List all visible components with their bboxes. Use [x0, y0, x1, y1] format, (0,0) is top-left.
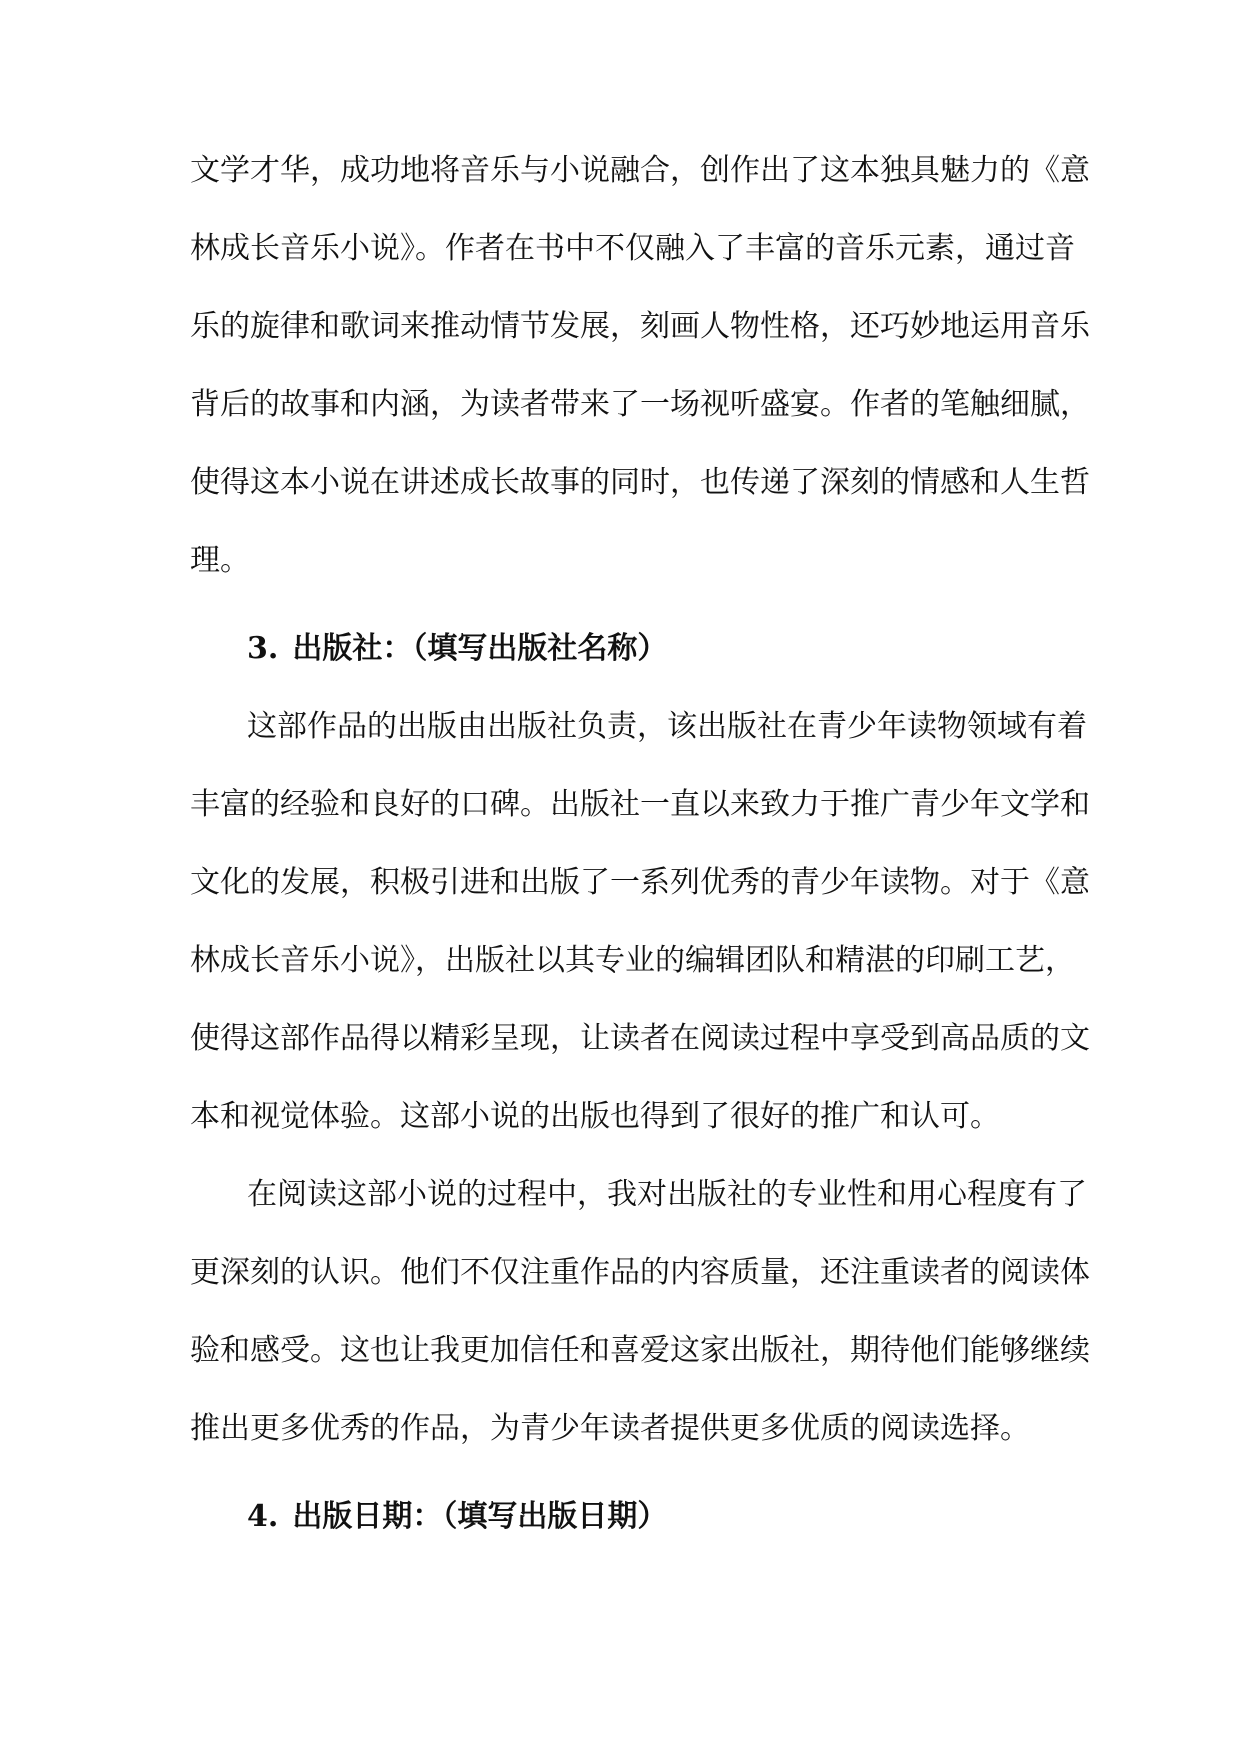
section-title: 出版日期：（填写出版日期）: [292, 1499, 668, 1534]
paragraph-line: 更深刻的认识。他们不仅注重作品的内容质量，还注重读者的阅读体: [190, 1255, 1090, 1290]
section-heading-publish-date: [247, 1487, 667, 1547]
paragraph-line: 使得这部作品得以精彩呈现，让读者在阅读过程中享受到高品质的文: [190, 1021, 1090, 1056]
paragraph-line: 林成长音乐小说》，出版社以其专业的编辑团队和精湛的印刷工艺，: [190, 943, 1075, 978]
paragraph-line: 使得这本小说在讲述成长故事的同时，也传递了深刻的情感和人生哲: [190, 465, 1090, 500]
paragraph-line: 乐的旋律和歌词来推动情节发展，刻画人物性格，还巧妙地运用音乐: [190, 309, 1090, 344]
paragraph-line: 林成长音乐小说》。作者在书中不仅融入了丰富的音乐元素，通过音: [190, 231, 1075, 266]
paragraph-line: 理。: [190, 543, 250, 578]
paragraph-line: 丰富的经验和良好的口碑。出版社一直以来致力于推广青少年文学和: [190, 787, 1090, 822]
paragraph-line: 背后的故事和内涵，为读者带来了一场视听盛宴。作者的笔触细腻，: [190, 387, 1090, 422]
paragraph-line: 在阅读这部小说的过程中，我对出版社的专业性和用心程度有了: [247, 1177, 1087, 1212]
paragraph-line: 验和感受。这也让我更加信任和喜爱这家出版社，期待他们能够继续: [190, 1333, 1090, 1368]
paragraph-line: 文化的发展，积极引进和出版了一系列优秀的青少年读物。对于《意: [190, 865, 1090, 900]
section-title: 出版社：（填写出版社名称）: [292, 631, 668, 666]
paragraph-line: 文学才华，成功地将音乐与小说融合，创作出了这本独具魅力的《意: [190, 153, 1090, 188]
section-number: 3.: [247, 631, 279, 666]
section-number: 4.: [247, 1499, 279, 1534]
paragraph-line: 本和视觉体验。这部小说的出版也得到了很好的推广和认可。: [190, 1099, 1000, 1134]
paragraph-line: 这部作品的出版由出版社负责，该出版社在青少年读物领域有着: [247, 709, 1087, 744]
paragraph-line: 推出更多优秀的作品，为青少年读者提供更多优质的阅读选择。: [190, 1411, 1030, 1446]
section-heading-publisher: [247, 619, 667, 679]
